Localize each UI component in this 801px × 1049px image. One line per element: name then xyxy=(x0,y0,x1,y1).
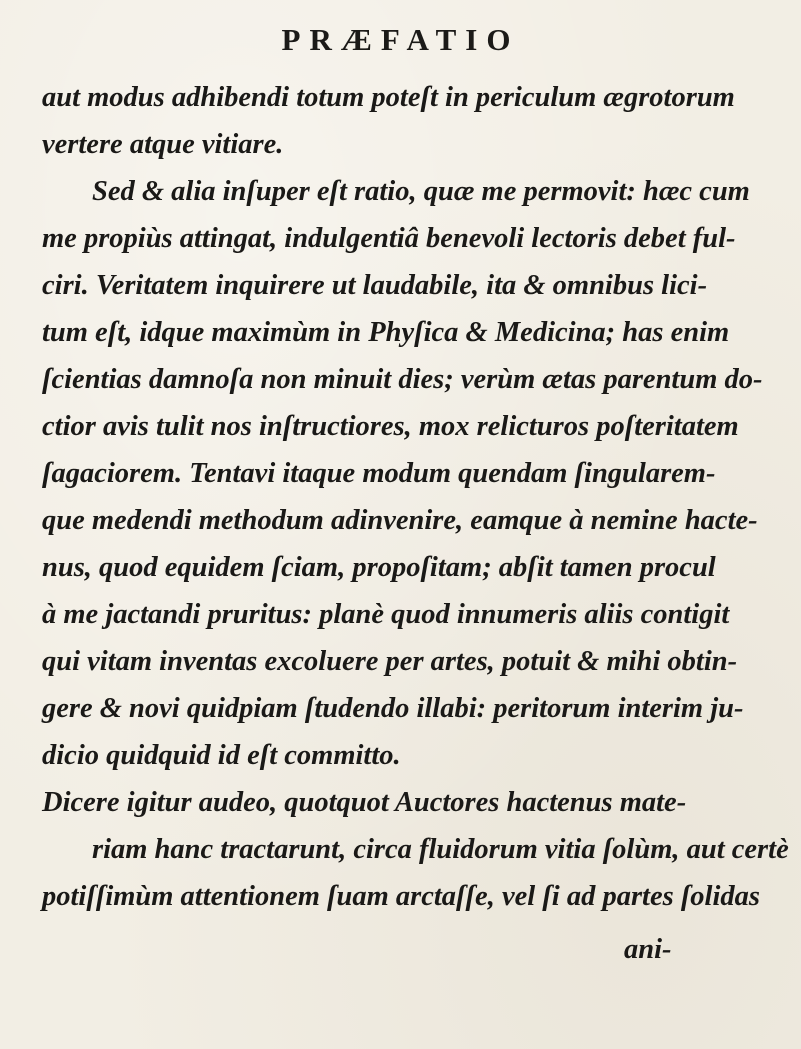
text-line: ſagaciorem. Tentavi itaque modum quendam ſingularem- xyxy=(42,458,716,489)
text-line: qui vitam inventas excoluere per artes, potuit & mihi obtin- xyxy=(42,646,738,677)
text-line: tum eſt, idque maximùm in Phyſica & Medicina; has enim xyxy=(42,317,730,348)
text-line: que medendi methodum adinvenire, eamque à nemine hacte- xyxy=(42,505,758,536)
text-line: Dicere igitur audeo, quotquot Auctores hactenus mate- xyxy=(42,787,687,818)
text-line: nus, quod equidem ſciam, propoſitam; abſit tamen procul xyxy=(42,552,716,583)
text-line: ctior avis tulit nos inſtructiores, mox relicturos poſteritatem xyxy=(42,411,739,442)
catchword: ani- xyxy=(624,934,672,965)
text-line: aut modus adhibendi totum poteſt in periculum ægrotorum xyxy=(42,82,735,113)
text-line: vertere atque vitiare. xyxy=(42,129,284,160)
text-line: me propiùs attingat, indulgentiâ benevoli lectoris debet ful- xyxy=(42,223,736,254)
text-line: dicio quidquid id eſt committo. xyxy=(42,740,401,771)
text-line: ſcientias damnoſa non minuit dies; verùm ætas parentum do- xyxy=(42,364,763,395)
text-line: potiſſimùm attentionem ſuam arctaſſe, vel ſi ad partes ſolidas xyxy=(42,881,760,912)
text-line: ciri. Veritatem inquirere ut laudabile, ita & omnibus lici- xyxy=(42,270,708,301)
running-head: PRÆFATIO xyxy=(281,22,520,57)
text-line: à me jactandi pruritus: planè quod innumeris aliis contigit xyxy=(42,599,730,630)
text-line: gere & novi quidpiam ſtudendo illabi: peritorum interim ju- xyxy=(42,693,744,724)
text-line: riam hanc tractarunt, circa fluidorum vitia ſolùm, aut certè xyxy=(92,834,789,865)
text-line: Sed & alia inſuper eſt ratio, quæ me permovit: hæc cum xyxy=(92,176,750,207)
